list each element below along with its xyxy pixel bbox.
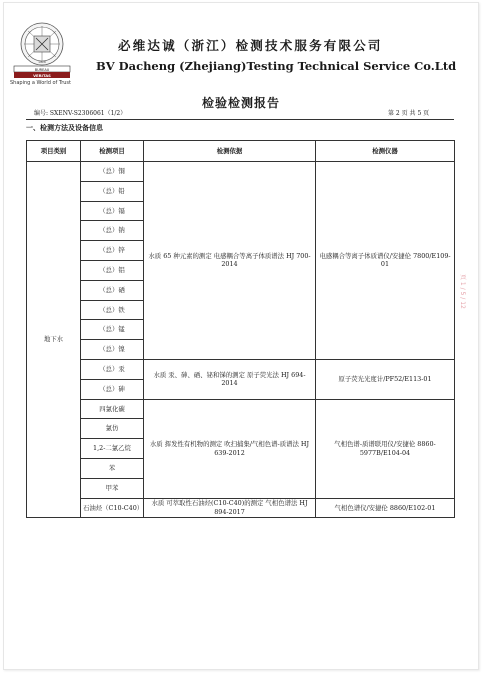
item-cell: 1,2-二氯乙烷 <box>81 439 144 459</box>
basis-cell: 水质 挥发性有机物的测定 吹扫捕集/气相色谱-质谱法 HJ 639-2012 <box>144 399 316 498</box>
header-basis: 检测依据 <box>144 141 316 162</box>
table-row <box>27 162 455 182</box>
report-title: 检验检测报告 <box>201 96 280 110</box>
company-name-en: BV Dacheng (Zhejiang)Testing Technical Service Co.Ltd <box>96 59 457 73</box>
header-divider <box>26 119 454 120</box>
item-cell: （总）镉 <box>81 201 144 221</box>
instrument-cell: 气相色谱仪/安捷伦 8860/E102-01 <box>316 498 455 518</box>
section-title: 一、检测方法及设备信息 <box>26 123 103 132</box>
item-cell: （总）钠 <box>81 221 144 241</box>
instrument-cell: 气相色谱-质谱联用仪/安捷伦 8860-5977B/E104-04 <box>316 399 455 498</box>
item-cell: 苯 <box>81 458 144 478</box>
bureau-veritas-seal-icon <box>10 22 82 80</box>
methods-equipment-table <box>26 140 455 518</box>
tagline: Shaping a World of Trust <box>10 80 71 86</box>
header-category: 项目类别 <box>27 141 81 162</box>
table-row <box>27 498 455 518</box>
item-cell: （总）铅 <box>81 181 144 201</box>
report-number: 编号: SXENV-S2306061（1/2） <box>34 110 127 117</box>
logo-top-text: BUREAU <box>34 68 50 72</box>
instrument-cell: 原子荧光光度计/PF52/E113-01 <box>316 359 455 399</box>
table-row <box>27 399 455 419</box>
item-cell: 四氯化碳 <box>81 399 144 419</box>
company-name-cn: 必维达诚（浙江）检测技术服务有限公司 <box>118 38 383 53</box>
basis-cell: 水质 可萃取性石油烃(C10-C40)的测定 气相色谱法 HJ 894-2017 <box>144 498 316 518</box>
header-item: 检测项目 <box>81 141 144 162</box>
basis-cell: 水质 65 种元素的测定 电感耦合等离子体质谱法 HJ 700-2014 <box>144 162 316 360</box>
item-cell: （总）镍 <box>81 340 144 360</box>
item-cell: 氯仿 <box>81 419 144 439</box>
logo-bottom-text: VERITAS <box>33 73 51 78</box>
page-number: 第 2 页 共 5 页 <box>388 110 430 117</box>
item-cell: （总）铝 <box>81 260 144 280</box>
item-cell: （总）汞 <box>81 359 144 379</box>
table-row <box>27 359 455 379</box>
logo-year: 1828 <box>38 60 46 64</box>
item-cell: （总）铁 <box>81 300 144 320</box>
item-cell: 石油烃（C10-C40） <box>81 498 144 518</box>
item-cell: （总）铜 <box>81 162 144 182</box>
item-cell: （总）砷 <box>81 379 144 399</box>
header-instrument: 检测仪器 <box>316 141 455 162</box>
margin-stamp-text <box>454 274 474 354</box>
bureau-veritas-logo <box>10 22 82 88</box>
table-header-row <box>27 141 455 162</box>
item-cell: （总）锰 <box>81 320 144 340</box>
category-cell: 地下水 <box>27 162 81 518</box>
margin-stamp-label: 页 1 / 5 / 12 <box>459 274 466 309</box>
item-cell: （总）锌 <box>81 241 144 261</box>
instrument-cell: 电感耦合等离子体质谱仪/安捷伦 7800/E109-01 <box>316 162 455 360</box>
item-cell: 甲苯 <box>81 478 144 498</box>
basis-cell: 水质 汞、砷、硒、铋和锑的测定 原子荧光法 HJ 694-2014 <box>144 359 316 399</box>
item-cell: （总）硒 <box>81 280 144 300</box>
